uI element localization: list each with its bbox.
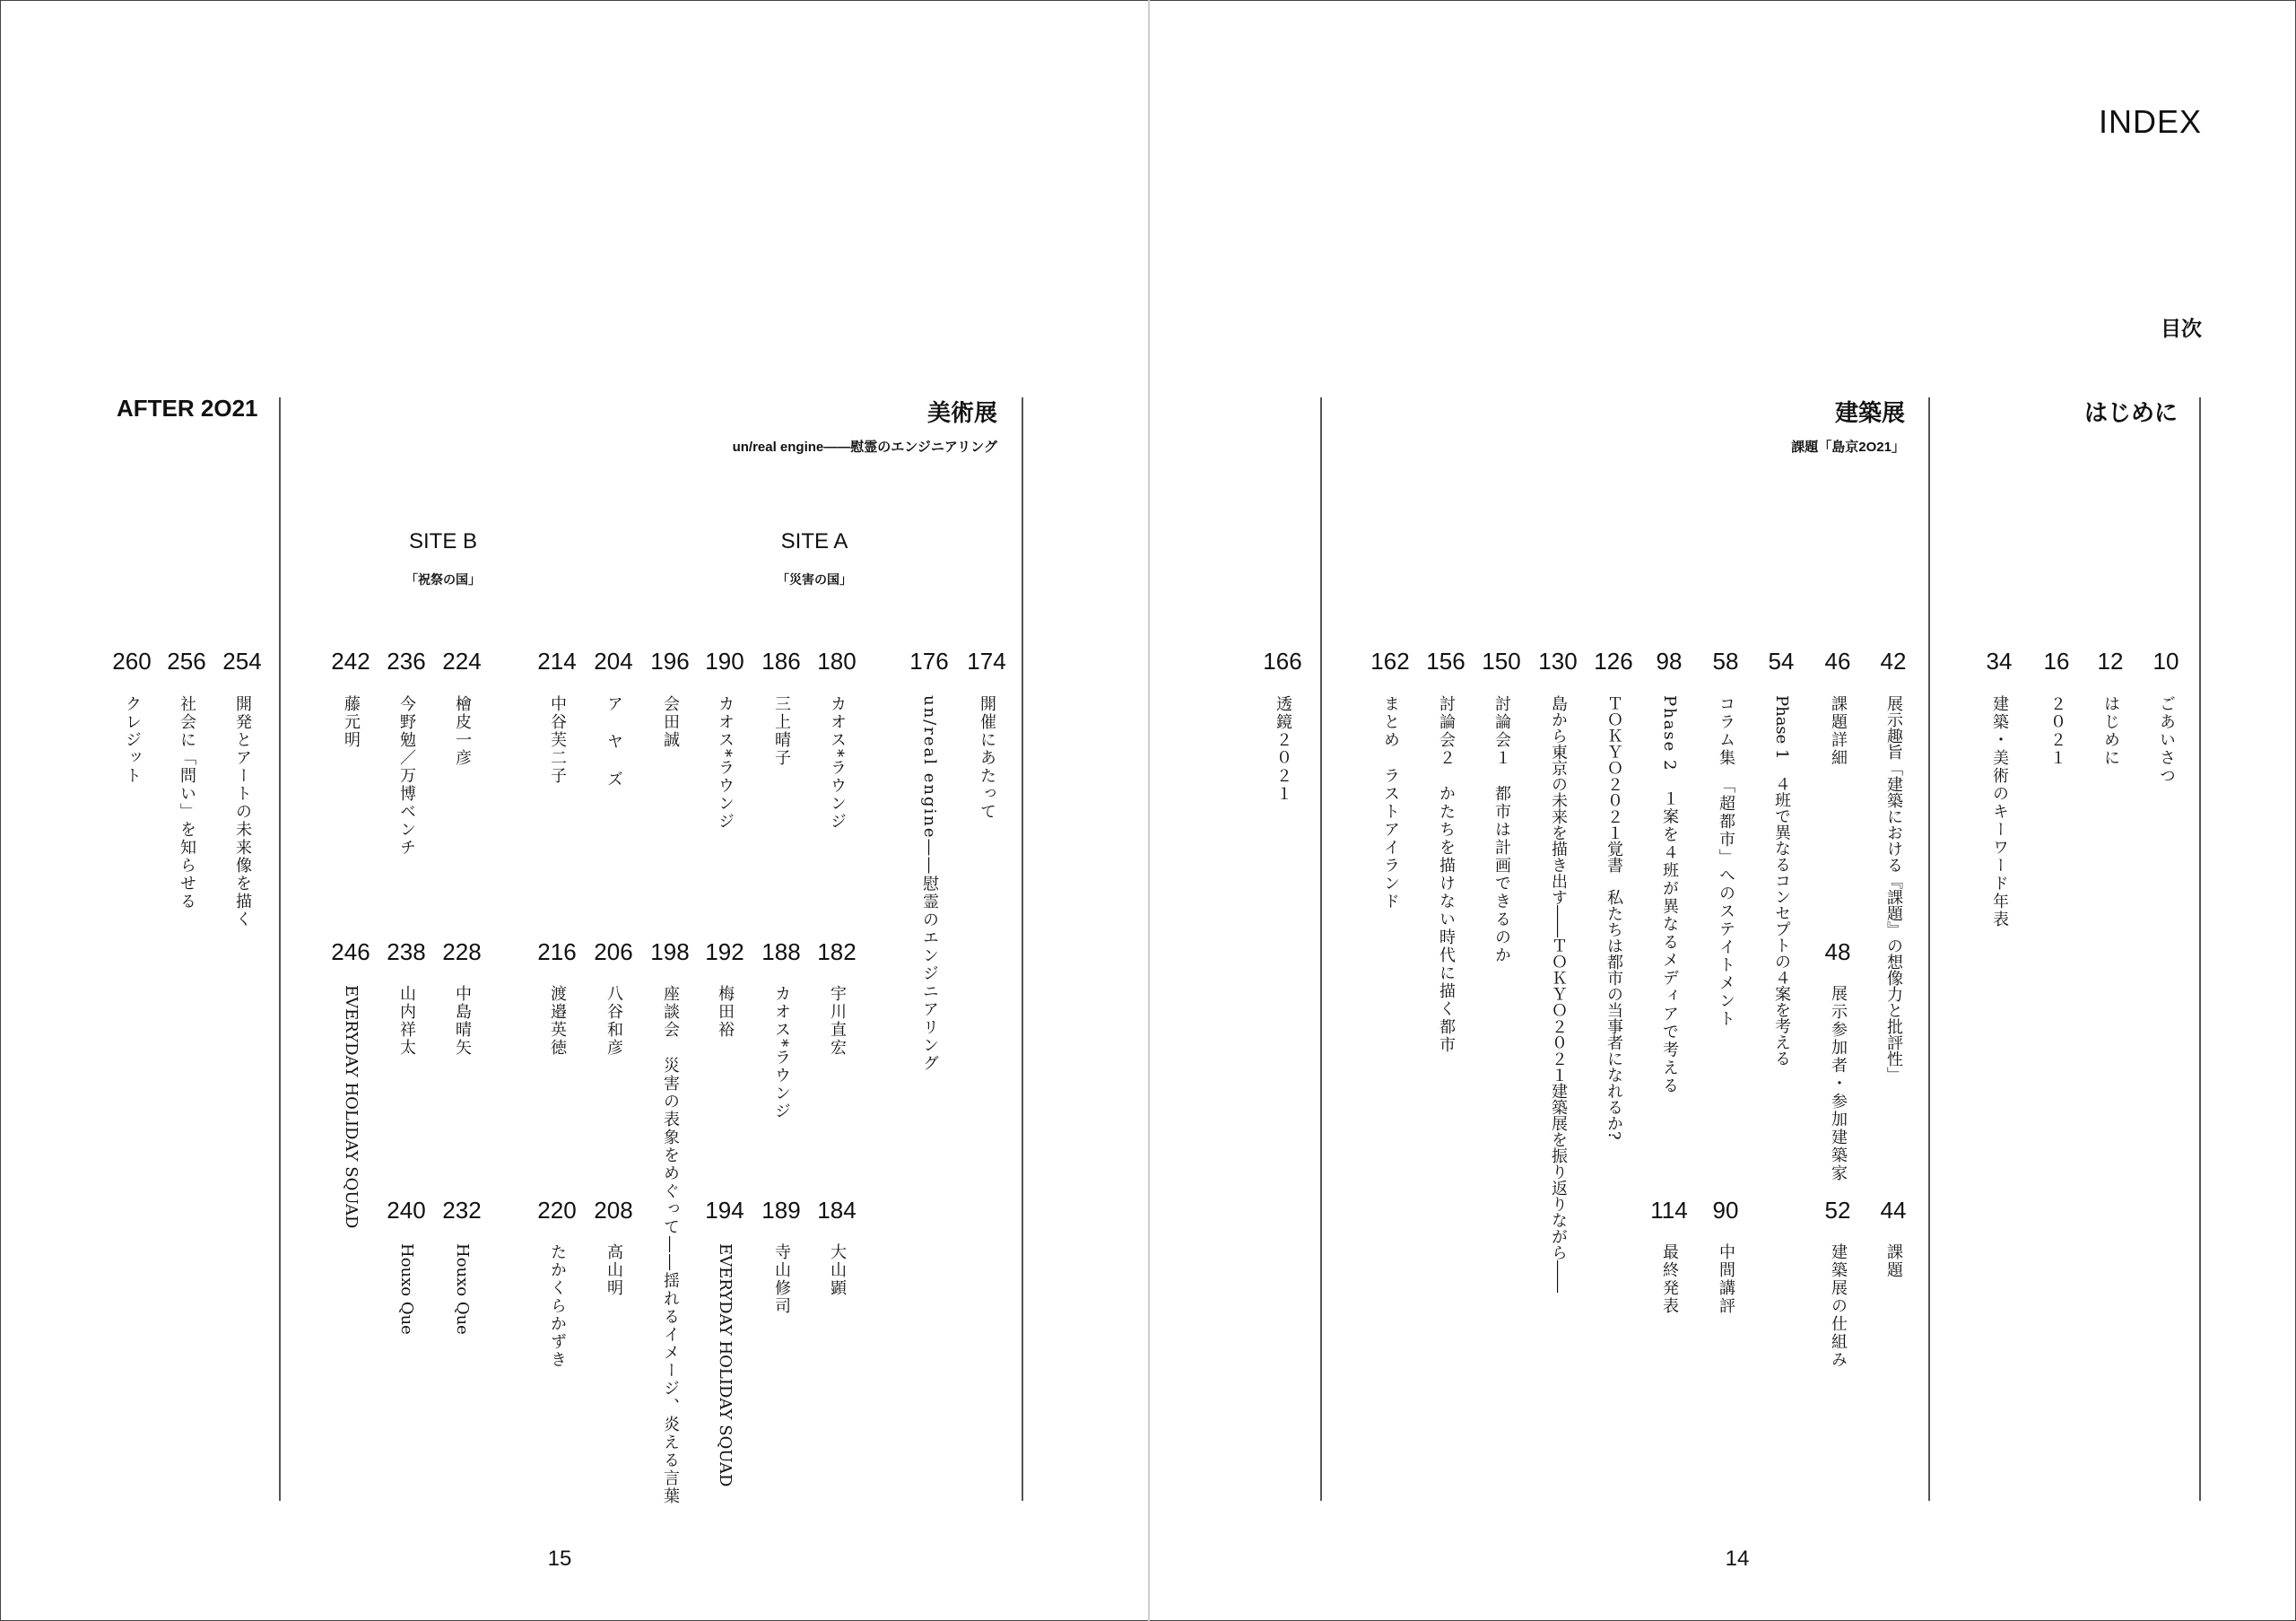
- entry-number: 192: [705, 938, 744, 965]
- entry-number: 256: [167, 648, 206, 675]
- entry-number: 198: [650, 938, 690, 965]
- section-subtitle-arch: 課題「島京2O21」: [1791, 440, 1905, 455]
- entry-title: カオス*ラウンジ: [828, 695, 847, 831]
- entry-title: 会田誠: [661, 695, 680, 749]
- entry-title: 檜皮一彦: [453, 695, 472, 767]
- entry-number: 12: [2097, 648, 2124, 675]
- entry-title: はじめに: [2101, 695, 2120, 767]
- entry-number: 232: [442, 1197, 482, 1224]
- entry-title: 最終発表: [1660, 1243, 1679, 1315]
- section-subtitle-art: un/real engine――慰霊のエンジニアリング: [732, 440, 997, 455]
- entry-number: 182: [817, 938, 857, 965]
- entry-number: 220: [537, 1197, 577, 1224]
- entry-title: 寺山修司: [772, 1243, 791, 1315]
- entry-number: 204: [594, 648, 633, 675]
- rule-arch-intro: [1928, 397, 1930, 1501]
- entry-number: 194: [705, 1197, 744, 1224]
- entry-number: 34: [1986, 648, 2013, 675]
- entry-number: 224: [442, 648, 482, 675]
- entry-title: カオス*ラウンジ: [716, 695, 735, 831]
- site-a-subtitle: 「災害の国」: [777, 572, 852, 587]
- entry-number: 174: [967, 648, 1006, 675]
- entry-number: 10: [2152, 648, 2179, 675]
- toc-label: 目次: [2161, 317, 2202, 340]
- entry-title: 課題: [1884, 1243, 1903, 1279]
- rule-art-end: [1022, 397, 1023, 1501]
- site-b-subtitle: 「祝祭の国」: [405, 572, 481, 587]
- entry-title: ２０２１: [2048, 695, 2066, 767]
- entry-number: 216: [537, 938, 577, 965]
- entry-number: 98: [1656, 648, 1683, 675]
- entry-number: 190: [705, 648, 744, 675]
- entry-number: 260: [112, 648, 152, 675]
- page-number-right: 14: [1725, 1547, 1750, 1571]
- entry-title: 中谷芙二子: [548, 695, 567, 785]
- entry-number: 228: [442, 938, 482, 965]
- entry-title: 中島晴矢: [453, 985, 472, 1057]
- entry-number: 16: [2043, 648, 2070, 675]
- entry-number: 150: [1482, 648, 1521, 675]
- entry-number: 54: [1768, 648, 1795, 675]
- entry-number: 186: [761, 648, 801, 675]
- entry-title: クレジット: [123, 695, 142, 785]
- entry-title: 開発とアートの未来像を描く: [233, 695, 252, 928]
- entry-title: 藤元明: [342, 695, 361, 749]
- section-title-intro: はじめに: [2083, 399, 2178, 426]
- entry-title: 展示参加者・参加建築家: [1829, 985, 1848, 1182]
- entry-title: まとめ ラストアイランド: [1381, 695, 1400, 911]
- entry-title: 三上晴子: [772, 695, 791, 767]
- entry-title: 梅田裕: [716, 985, 735, 1039]
- section-title-arch: 建築展: [1834, 399, 1905, 426]
- entry-title: 建築・美術のキーワード年表: [1990, 695, 2009, 928]
- entry-number: 58: [1712, 648, 1739, 675]
- entry-title: ＴＯＫＹＯ２０２１覚書 私たちは都市の当事者になれるか?: [1605, 695, 1623, 1140]
- entry-title: 島から東京の未来を描き出す――ＴＯＫＹＯ２０２１建築展を振り返りながら――: [1549, 695, 1568, 1293]
- entry-number: 180: [817, 648, 857, 675]
- entry-number: 238: [387, 938, 426, 965]
- entry-title: 社会に「問い」を知らせる: [178, 695, 196, 911]
- section-title-after: AFTER 2O21: [117, 395, 258, 422]
- entry-title: 渡邉英徳: [548, 985, 567, 1057]
- entry-number: 240: [387, 1197, 426, 1224]
- entry-number: 162: [1370, 648, 1410, 675]
- book-spine: [1148, 0, 1150, 1621]
- entry-number: 46: [1824, 648, 1851, 675]
- entry-title: アヤズ: [604, 695, 623, 808]
- entry-title: EVERYDAY HOLIDAY SQUAD: [342, 985, 361, 1229]
- entry-title: 山内祥太: [397, 985, 416, 1057]
- index-title: INDEX: [2098, 103, 2202, 140]
- rule-intro-end: [2199, 397, 2201, 1501]
- entry-number: 52: [1824, 1197, 1851, 1224]
- entry-title: 今野勉／万博ベンチ: [397, 695, 416, 857]
- entry-title: 中間講評: [1717, 1243, 1735, 1315]
- entry-title: 建築展の仕組み: [1829, 1243, 1848, 1369]
- entry-number: 246: [331, 938, 370, 965]
- entry-title: Houxo Que: [453, 1243, 472, 1335]
- page-number-left: 15: [547, 1547, 572, 1571]
- entry-title: カオス*ラウンジ: [772, 985, 791, 1120]
- entry-title: Phase 2 １案を４班が異なるメディアで考える: [1660, 695, 1679, 1095]
- entry-number: 196: [650, 648, 690, 675]
- entry-title: 高山明: [604, 1243, 623, 1297]
- entry-title: 討論会１ 都市は計画できるのか: [1492, 695, 1511, 964]
- entry-number: 254: [222, 648, 262, 675]
- entry-title: 透鏡２０２１: [1274, 695, 1292, 803]
- entry-title: 大山顕: [828, 1243, 847, 1297]
- entry-title: Houxo Que: [397, 1243, 416, 1335]
- entry-number: 208: [594, 1197, 633, 1224]
- entry-title: 開催にあたって: [978, 695, 996, 821]
- entry-number: 242: [331, 648, 370, 675]
- entry-number: 126: [1594, 648, 1633, 675]
- entry-title: コラム集 「超都市」へのステイトメント: [1717, 695, 1735, 1028]
- entry-number: 90: [1712, 1197, 1739, 1224]
- entry-number: 206: [594, 938, 633, 965]
- section-title-art: 美術展: [926, 399, 997, 426]
- entry-title: un/real engine――慰霊のエンジニアリング: [920, 695, 939, 1073]
- entry-number: 189: [761, 1197, 801, 1224]
- entry-title: EVERYDAY HOLIDAY SQUAD: [716, 1243, 735, 1487]
- entry-title: たかくらかずき: [548, 1243, 567, 1369]
- rule-after-art: [279, 397, 281, 1501]
- entry-number: 44: [1880, 1197, 1907, 1224]
- site-a-title: SITE A: [780, 529, 848, 553]
- entry-title: 課題詳細: [1829, 695, 1848, 767]
- entry-number: 176: [909, 648, 949, 675]
- entry-number: 114: [1650, 1197, 1688, 1224]
- entry-number: 214: [537, 648, 577, 675]
- entry-number: 188: [761, 938, 801, 965]
- entry-title: ごあいさつ: [2157, 695, 2176, 785]
- entry-number: 42: [1880, 648, 1907, 675]
- entry-title: 討論会２ かたちを描けない時代に描く都市: [1437, 695, 1456, 1054]
- entry-number: 236: [387, 648, 426, 675]
- entry-number: 156: [1426, 648, 1465, 675]
- entry-number: 184: [817, 1197, 857, 1224]
- entry-title: 八谷和彦: [604, 985, 623, 1057]
- site-b-title: SITE B: [408, 529, 478, 553]
- entry-title: 座談会 災害の表象をめぐって――揺れるイメージ、炎える言葉: [661, 985, 680, 1505]
- entry-number: 48: [1824, 938, 1851, 965]
- entry-number: 166: [1263, 648, 1302, 675]
- entry-title: 宇川直宏: [828, 985, 847, 1057]
- rule-arch-start: [1320, 397, 1322, 1501]
- entry-number: 130: [1538, 648, 1578, 675]
- entry-title: Phase 1 ４班で異なるコンセプトの４案を考える: [1772, 695, 1791, 1067]
- entry-title: 展示趣旨「建築における『課題』の想像力と批評性」: [1884, 695, 1903, 1083]
